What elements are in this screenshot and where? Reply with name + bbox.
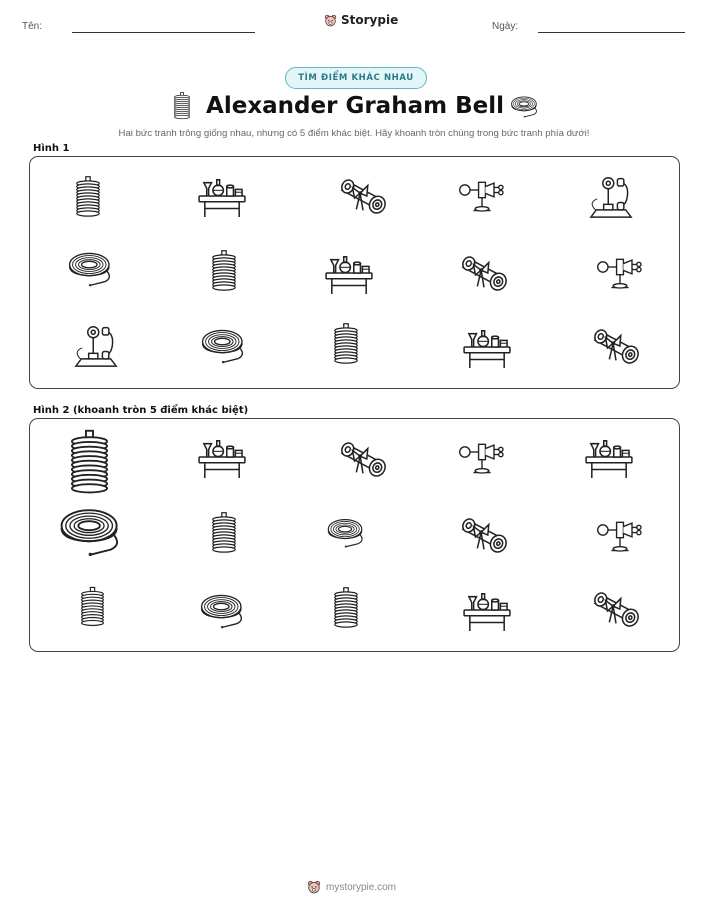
picture2-cell[interactable] <box>331 585 361 631</box>
wire-coil-icon <box>199 591 247 629</box>
picture1-cell[interactable] <box>209 248 239 294</box>
picture2-cell[interactable] <box>590 590 642 630</box>
picture2-cell[interactable] <box>197 437 247 479</box>
picture1-cell[interactable] <box>197 176 247 218</box>
picture2-cell[interactable] <box>458 440 506 476</box>
wire-coil-icon <box>326 516 367 548</box>
picture2-cell[interactable] <box>596 518 644 554</box>
wire-coil-icon <box>200 326 248 364</box>
storypie-bear-icon <box>324 14 337 27</box>
picture1-cell[interactable] <box>331 321 361 367</box>
picture1-cell[interactable] <box>590 327 642 367</box>
footer <box>307 880 396 894</box>
picture1-cell[interactable] <box>73 324 119 368</box>
picture1-cell[interactable] <box>67 249 115 287</box>
picture2-label: Hình 2 (khoanh tròn 5 điểm khác biệt) <box>33 405 249 416</box>
telephone-icon <box>73 324 119 368</box>
picture1-cell[interactable] <box>337 177 389 217</box>
picture2-cell[interactable] <box>58 504 125 557</box>
microphone-apparatus-icon <box>596 518 644 554</box>
picture1-cell[interactable] <box>73 174 103 220</box>
picture2-cell[interactable] <box>458 516 510 556</box>
scroll-icon <box>337 177 389 217</box>
picture2-cell[interactable] <box>199 591 247 629</box>
picture1-cell[interactable] <box>458 178 506 214</box>
lab-table-icon <box>324 253 374 295</box>
brand-logo <box>324 13 398 27</box>
lab-table-icon <box>462 590 512 632</box>
microphone-apparatus-icon <box>458 440 506 476</box>
wire-coil-icon <box>58 504 125 557</box>
coil-stack-icon <box>209 510 239 556</box>
coil-stack-icon <box>78 585 107 629</box>
picture1-cell[interactable] <box>200 326 248 364</box>
name-field[interactable] <box>72 32 255 33</box>
lab-table-icon <box>584 437 634 479</box>
page-title: Alexander Graham Bell <box>206 93 504 119</box>
storypie-bear-icon <box>307 880 321 894</box>
footer-link[interactable]: mystorypie.com <box>326 881 397 893</box>
scroll-icon <box>590 590 642 630</box>
picture2-cell[interactable] <box>337 440 389 480</box>
scroll-icon <box>458 254 510 294</box>
lab-table-icon <box>197 437 247 479</box>
wire-coil-icon <box>67 249 115 287</box>
scroll-icon <box>458 516 510 556</box>
picture1-cell[interactable] <box>458 254 510 294</box>
picture2-cell[interactable] <box>462 590 512 632</box>
lab-table-icon <box>462 327 512 369</box>
date-label: Ngày: <box>492 21 519 32</box>
picture1-label: Hình 1 <box>33 143 70 154</box>
name-label: Tên: <box>22 21 43 32</box>
picture1-cell[interactable] <box>324 253 374 295</box>
picture2-cell[interactable] <box>584 437 634 479</box>
coil-stack-icon <box>209 248 239 294</box>
coil-stack-icon <box>73 174 103 220</box>
title-right-icon <box>510 94 540 122</box>
scroll-icon <box>590 327 642 367</box>
instructions: Hai bức tranh trông giống nhau, nhưng có 5 điểm khác biệt. Hãy khoanh tròn chúng trong bức tranh phía dưới! <box>118 128 590 139</box>
brand-name: Storypie <box>341 13 399 27</box>
microphone-apparatus-icon <box>596 255 644 291</box>
picture1-cell[interactable] <box>596 255 644 291</box>
picture2-cell[interactable] <box>326 516 367 548</box>
coil-stack-icon <box>66 427 113 498</box>
activity-badge: TÌM ĐIỂM KHÁC NHAU <box>285 67 427 89</box>
title-left-icon <box>172 91 192 125</box>
scroll-icon <box>337 440 389 480</box>
date-field[interactable] <box>538 32 685 33</box>
picture2-cell[interactable] <box>209 510 239 556</box>
picture2-cell[interactable] <box>78 585 107 629</box>
lab-table-icon <box>197 176 247 218</box>
picture1-cell[interactable] <box>588 175 634 219</box>
picture2-cell[interactable] <box>66 427 113 498</box>
telephone-icon <box>588 175 634 219</box>
picture1-cell[interactable] <box>462 327 512 369</box>
coil-stack-icon <box>331 321 361 367</box>
microphone-apparatus-icon <box>458 178 506 214</box>
coil-stack-icon <box>331 585 361 631</box>
